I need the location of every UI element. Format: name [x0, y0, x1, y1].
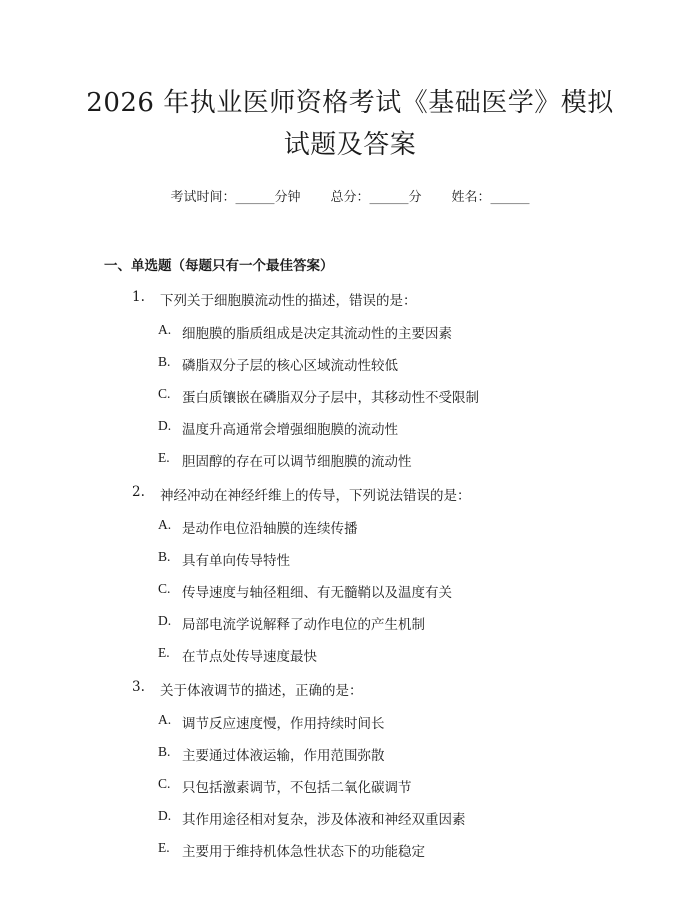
option-label: E. [158, 645, 170, 660]
option-text: 局部电流学说解释了动作电位的产生机制 [182, 617, 425, 633]
option-item [158, 645, 630, 664]
option-item [158, 808, 630, 827]
option-text: 具有单向传导特性 [182, 553, 290, 569]
option-text: 传导速度与轴径粗细、有无髓鞘以及温度有关 [182, 585, 452, 601]
option-item [158, 581, 630, 600]
exam-meta [70, 186, 630, 205]
question-stem: 下列关于细胞膜流动性的描述，错误的是： [160, 293, 417, 309]
option-item [158, 712, 630, 731]
option-label: E. [158, 840, 170, 855]
option-item [158, 418, 630, 437]
option-item [158, 549, 630, 568]
title-line-1: 2026 年执业医师资格考试《基础医学》模拟 [86, 88, 614, 118]
option-text: 其作用途径相对复杂，涉及体液和神经双重因素 [182, 812, 466, 828]
question [132, 679, 630, 699]
option-label: B. [158, 744, 171, 759]
option-text: 主要用于维持机体急性状态下的功能稳定 [182, 844, 425, 860]
option-item [158, 354, 630, 373]
option-text: 细胞膜的脂质组成是决定其流动性的主要因素 [182, 326, 452, 342]
option-label: D. [158, 418, 172, 433]
option-text: 只包括激素调节，不包括二氧化碳调节 [182, 780, 412, 796]
option-item [158, 776, 630, 795]
option-text: 胆固醇的存在可以调节细胞膜的流动性 [182, 454, 412, 470]
exam-time: 考试时间：______分钟 [170, 190, 301, 205]
title-line-2: 试题及答案 [283, 130, 417, 160]
option-label: C. [158, 386, 171, 401]
option-item [158, 517, 630, 536]
option-item [158, 386, 630, 405]
option-list [158, 322, 630, 469]
question-number: 1. [132, 289, 145, 305]
question-number: 3. [132, 679, 145, 695]
question [132, 289, 630, 309]
option-item [158, 613, 630, 632]
option-label: C. [158, 581, 171, 596]
option-label: A. [158, 712, 172, 727]
option-text: 是动作电位沿轴膜的连续传播 [182, 521, 358, 537]
question-stem: 关于体液调节的描述，正确的是： [160, 683, 363, 699]
section-title: 一、单选题（每题只有一个最佳答案） [104, 258, 334, 274]
option-label: D. [158, 613, 172, 628]
question [132, 484, 630, 504]
option-item [158, 744, 630, 763]
option-text: 调节反应速度慢，作用持续时间长 [182, 716, 385, 732]
question-stem: 神经冲动在神经纤维上的传导，下列说法错误的是： [160, 488, 471, 504]
option-label: B. [158, 354, 171, 369]
option-item [158, 322, 630, 341]
option-list [158, 517, 630, 664]
option-text: 在节点处传导速度最快 [182, 649, 317, 665]
option-label: D. [158, 808, 172, 823]
option-label: C. [158, 776, 171, 791]
option-text: 主要通过体液运输，作用范围弥散 [182, 748, 385, 764]
page-title [70, 82, 630, 166]
option-label: A. [158, 517, 172, 532]
option-text: 温度升高通常会增强细胞膜的流动性 [182, 422, 398, 438]
option-text: 磷脂双分子层的核心区域流动性较低 [182, 358, 398, 374]
option-label: B. [158, 549, 171, 564]
option-text: 蛋白质镶嵌在磷脂双分子层中，其移动性不受限制 [182, 390, 479, 406]
option-item [158, 450, 630, 469]
option-label: E. [158, 450, 170, 465]
exam-name: 姓名：______ [451, 190, 530, 205]
exam-score: 总分：______分 [330, 190, 422, 205]
option-label: A. [158, 322, 172, 337]
option-list [158, 712, 630, 859]
question-number: 2. [132, 484, 145, 500]
option-item [158, 840, 630, 859]
